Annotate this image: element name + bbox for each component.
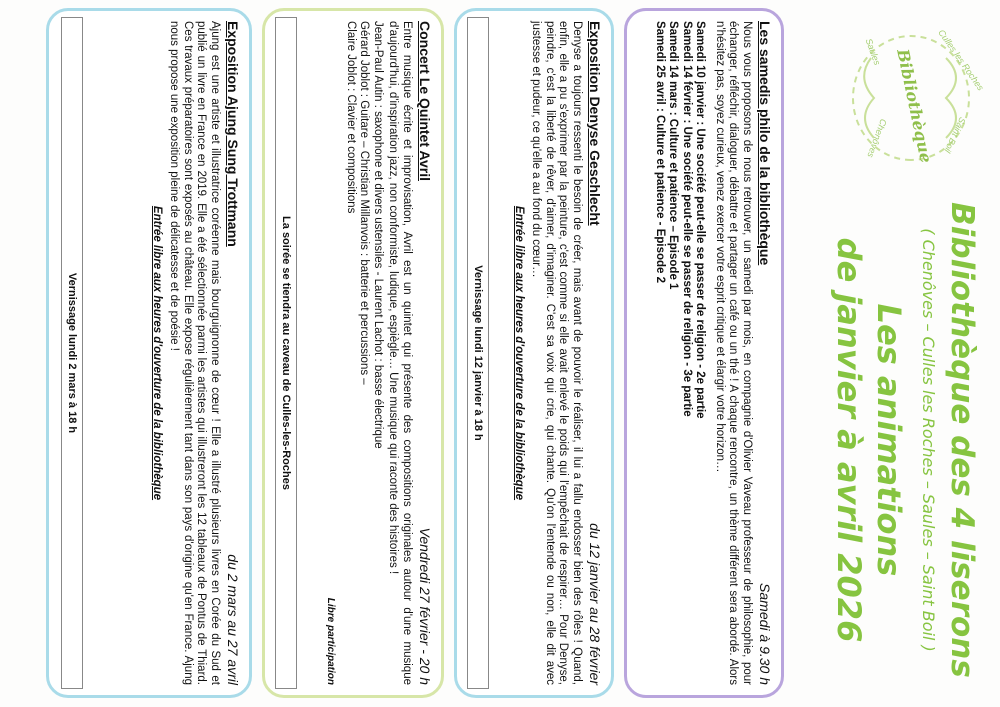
philo-title: Les samedis philo de la bibliothèque	[757, 21, 773, 266]
period-heading: de janvier à avril 2026	[830, 237, 868, 643]
villages-subtitle: ( Chenôves – Culles les Roches – Saules – Saint Boil )	[919, 228, 938, 652]
philo-time: Samedi à 9.30 h	[757, 583, 773, 685]
concert-body: Entre musique écrite et improvisation, Avril est un quintet qui présente des compositions originales autour d'une musique d'aujourd'hui, d'inspiration jazz, non conformiste, ludique, espiègle… Une musique qui raconte des histoires !	[387, 21, 413, 685]
logo-text: Bibliothèque	[893, 47, 936, 165]
denyse-panel	[454, 8, 614, 698]
logo-village-2: Saint Boil	[942, 115, 968, 155]
philo-sessions	[653, 21, 707, 685]
denyse-entry: Entrée libre aux heures d'ouverture de la bibliothèque	[513, 205, 525, 501]
philo-session: Samedi 14 février : Une société peut-elle se passer de religion - 3e partie	[681, 21, 693, 417]
ajung-vernissage: Vernissage lundi 2 mars à 18 h	[61, 17, 83, 689]
concert-venue: La soirée se tiendra au caveau de Culles-les-Roches	[275, 17, 297, 689]
philo-session: Samedi 14 mars : Culture et patience – Episode 1	[667, 21, 680, 290]
ajung-title: Exposition Ajung Sung Trottmann	[225, 21, 241, 247]
concert-title: Concert Le Quintet Avril	[417, 21, 433, 181]
concert-musicians	[344, 21, 385, 685]
musician-line: Jean-Paul Autin : saxophone et divers ustensiles - Laurent Lachot : basse électrique	[372, 21, 384, 449]
library-title: Bibliothèque des 4 liserons	[944, 202, 980, 678]
logo-village-1: Culles les Roches	[936, 27, 986, 93]
denyse-title: Exposition Denyse Geschlecht	[587, 21, 603, 226]
musician-line: Claire Joblot : Clavier et compositions	[345, 21, 357, 214]
philo-intro: Nous vous proposons de nous retrouver, un samedi par mois, en compagnie d'Olivier Vaveau professeur de philosophie, pour échanger, réfléchir, dialoguer, débattre et partager un café ou un thé ! A chaque rencontre, un thème différent sera abordé. Alors n'hésitez pas, soyez curieux, venez exercer votre esprit critique et élargir votre horizon…	[714, 21, 753, 685]
philo-session: Samedi 25 avril : Culture et patience - Episode 2	[654, 21, 666, 284]
philo-panel	[624, 8, 784, 698]
animations-heading: Les animations	[870, 303, 908, 577]
ajung-body: Ajung est une artiste et illustratrice coréenne mais bourguignonne de cœur ! Elle a illustré plusieurs livres en Corée du Sud et publié un livre en France en 2019. Elle a été sélectionnée parmi les artistes qui illustreront les 12 tableaux de Pontus de Thiard. Ces travaux préparatoires sont exposés au château. Elle expose régulièrement tant dans son pays d'origine qu'en France. Ajung nous propose une exposition pleine de délicatesse et de poésie !	[168, 21, 221, 685]
denyse-body: Denyse a toujours ressenti le besoin de créer, mais avant de pouvoir le réaliser, il lui a fallu endosser bien des rôles ! Quand, enfin, elle a pu s'exprimer par la peinture, c'est comme si elle avait enlevé le poids qui l'empêchait de respirer… Pour Denyse, peindre, c'est la liberté de rêver, d'aimer, d'imaginer. C'est sa voix qui crie, qui chante. Qu'on l'entende ou non, elle dit avec justesse et pudeur, ce qu'elle a au fond du cœur…	[530, 21, 583, 685]
concert-participation: Libre participation	[325, 597, 337, 685]
library-logo	[836, 18, 986, 178]
denyse-dates: du 12 janvier au 28 février	[587, 523, 603, 685]
denyse-vernissage: Vernissage lundi 12 janvier à 18 h	[467, 17, 489, 689]
ajung-panel	[46, 8, 252, 698]
philo-session: Samedi 10 janvier : Une société peut-elle se passer de religion - 2e partie	[694, 21, 707, 419]
musician-line: Gérard Joblot : Guitare – Christian Millanvois : batterie et percussions –	[358, 21, 371, 385]
ajung-dates: du 2 mars au 27 avril	[225, 554, 241, 685]
concert-date: Vendredi 27 février - 20 h	[417, 527, 433, 685]
ajung-entry: Entrée libre aux heures d'ouverture de la bibliothèque	[151, 205, 163, 501]
logo-village-4: Chenôves	[865, 117, 889, 160]
concert-panel	[262, 8, 444, 698]
logo-village-3: Saules	[863, 37, 883, 67]
